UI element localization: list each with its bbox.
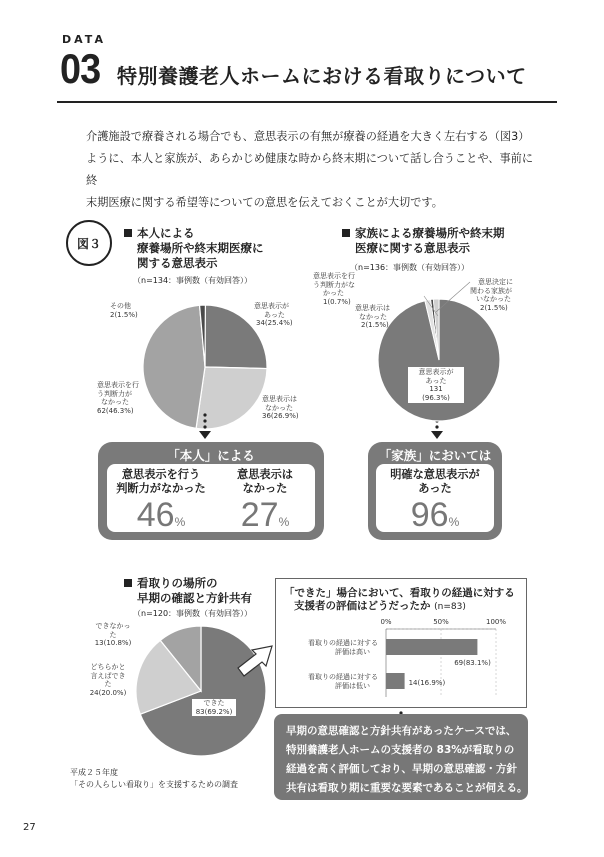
pie1-label-other xyxy=(110,302,150,319)
pie2-label-no-capacity xyxy=(313,272,373,306)
pie2-label-not-expressed xyxy=(355,304,405,330)
callout-percent xyxy=(376,496,494,541)
callout-family xyxy=(368,442,502,540)
pie-label-line: できた xyxy=(203,699,225,707)
callout-percent xyxy=(107,496,215,541)
pie3-label-somewhat xyxy=(78,663,138,697)
bar-title-line: 「できた」場合において、看取りの経過に対する xyxy=(284,587,515,599)
bar-category-label: 評価は高い xyxy=(335,648,370,656)
callout-label-line: 明確な意思表示が xyxy=(390,468,480,481)
pie-label-line: かった xyxy=(323,289,344,297)
section2-title-line: 医療に関する意思表示 xyxy=(355,241,470,255)
callout-label-line: 意思表示を行う xyxy=(121,468,201,481)
percent-value: 27 xyxy=(240,496,279,534)
section3-title-line: 早期の確認と方針共有 xyxy=(137,591,252,605)
pie-label-line: う判断力がな xyxy=(313,280,355,289)
pie-label-line: どちらかと xyxy=(90,663,126,671)
pie-label-line: 2(1.5%) xyxy=(110,310,138,319)
pie-label-line: いなかった xyxy=(476,295,511,303)
pie-label-line: 62(46.3%) xyxy=(97,406,134,415)
pie-label-line: なかった xyxy=(359,312,387,321)
down-arrow-icon xyxy=(196,412,214,440)
source-line: 「その人らしい看取り」を支援するための調査 xyxy=(70,780,238,789)
pie1-label-not-expressed xyxy=(262,395,322,421)
pie-label-line: 13(10.8%) xyxy=(94,639,132,647)
pie-label-line: 意思表示を行 xyxy=(97,381,139,389)
pie-label-line: 131 xyxy=(429,385,443,393)
pie-label-line: 2(1.5%) xyxy=(361,321,389,329)
bar-axis-tick-label: 0% xyxy=(380,618,392,626)
section-number: 03 xyxy=(60,45,101,92)
right-arrow-icon xyxy=(236,640,278,680)
pie-label-line: 83(69.2%) xyxy=(195,707,233,716)
source-note xyxy=(70,767,238,791)
section1-title-line: 本人による xyxy=(137,226,195,240)
bar-value-label: 69(83.1%) xyxy=(454,659,491,667)
intro-line: ように、本人と家族が、あらかじめ健康な時から終末期について話し合うことや、事前に終 xyxy=(86,152,534,187)
page-number: 27 xyxy=(23,822,36,833)
callout-self-heading: 「本人」による xyxy=(167,448,255,463)
pie-label-line: できなかっ xyxy=(95,622,131,630)
callout-label-line: 判断力がなかった xyxy=(116,482,206,495)
section2-title-line: 家族による療養場所や終末期 xyxy=(355,226,505,240)
bar-chart xyxy=(276,579,528,709)
pie-label-line: 意思表示を行 xyxy=(313,272,355,280)
bar-low-rating xyxy=(386,673,405,689)
callout-label-line: なかった xyxy=(242,482,288,495)
data-label: DATA xyxy=(62,33,106,46)
bar-value-label: 14(16.9%) xyxy=(408,679,446,687)
pie-label-line: 意思決定に xyxy=(478,278,513,286)
callout-family-heading: 「家族」においては xyxy=(378,448,492,463)
pie-label-line: 2(1.5%) xyxy=(480,303,508,312)
conclusion-line: 共有は看取り期に重要な要素であることが伺える。 xyxy=(286,782,528,794)
title-rule xyxy=(57,101,557,103)
callout-family-body xyxy=(376,464,494,532)
figure-badge: 図３ xyxy=(66,220,112,266)
pie-label-line: 意思表示が xyxy=(254,302,289,310)
bar-title-n: (n=83) xyxy=(434,602,466,612)
leader-lines xyxy=(420,272,480,332)
pie2-label-expressed xyxy=(408,367,464,403)
pie-label-line: 24(20.0%) xyxy=(89,688,127,697)
square-bullet-icon xyxy=(124,229,132,237)
percent-value: 46 xyxy=(136,496,175,534)
pie-label-line: なかった xyxy=(265,403,293,412)
section2-title xyxy=(342,226,505,256)
conclusion-box xyxy=(274,714,528,800)
callout-percent xyxy=(215,496,315,541)
source-line: 平成２５年度 xyxy=(70,768,118,777)
section1-title-line: 関する意思表示 xyxy=(137,256,218,270)
callout-self-col2 xyxy=(215,468,315,541)
section1-title xyxy=(124,226,264,271)
pie-label-line: 34(25.4%) xyxy=(256,319,293,327)
pie-label-line: 言えばでき xyxy=(90,671,126,680)
section2-note: （n=136：事例数（有効回答）） xyxy=(350,263,470,272)
percent-value: 96 xyxy=(410,496,449,534)
pie-label-line: 36(26.9%) xyxy=(262,412,299,420)
bar-title-line: 支援者の評価はどうだったか xyxy=(294,600,431,612)
pie-label-line: た xyxy=(104,680,112,688)
pie-label-line: 意思表示が xyxy=(418,368,454,376)
bar-axis-tick-label: 100% xyxy=(485,618,507,626)
callout-label-line: 意思表示は xyxy=(237,468,293,481)
callout-self-body xyxy=(107,464,315,532)
percent-sign: % xyxy=(174,515,186,529)
intro-line: 介護施設で療養される場合でも、意思表示の有無が療養の経過を大きく左右する（図3） xyxy=(86,130,530,143)
bar-high-rating xyxy=(386,639,477,655)
pie-label-line: (96.3%) xyxy=(422,393,450,402)
section3-title xyxy=(124,576,252,606)
pie-label-line: 意思表示は xyxy=(262,395,297,403)
conclusion-line: 特別養護老人ホームの支援者の 83%が看取りの xyxy=(286,744,515,756)
pie-label-line: あった xyxy=(264,310,285,319)
pie-label-line: う判断力が xyxy=(97,389,132,398)
pie-label-line: た xyxy=(109,630,117,639)
bar-category-label: 看取りの経過に対する xyxy=(308,639,378,647)
section3-title-line: 看取りの場所の xyxy=(137,576,218,590)
pie1-label-no-capacity xyxy=(97,381,157,415)
bar-axis-tick-label: 50% xyxy=(433,618,449,626)
pie-label-line: その他 xyxy=(110,302,131,310)
bar-category-label: 看取りの経過に対する xyxy=(308,673,378,681)
intro-line: 末期医療に関する希望等についての意思を伝えておくことが大切です。 xyxy=(86,196,443,209)
callout-self xyxy=(98,442,324,540)
percent-sign: % xyxy=(448,515,460,529)
pie-label-line: あった xyxy=(425,376,447,385)
conclusion-line: 早期の意思確認と方針共有があったケースでは、 xyxy=(286,725,517,737)
pie3-label-not-done xyxy=(83,622,143,648)
section1-note: （n=134：事例数（有効回答）） xyxy=(133,276,253,285)
pie1-label-expressed xyxy=(254,302,314,328)
percent-sign: % xyxy=(278,515,290,529)
section3-note: （n=120：事例数（有効回答）） xyxy=(133,609,253,618)
pie-label-line: 1(0.7%) xyxy=(323,297,351,306)
square-bullet-icon xyxy=(124,579,132,587)
pie3-label-done xyxy=(192,699,236,716)
bar-category-label: 評価は低い xyxy=(335,682,370,690)
bar-chart-box xyxy=(275,578,527,708)
page-title: 特別養護老人ホームにおける看取りについて xyxy=(117,64,527,88)
pie-label-line: なかった xyxy=(101,398,129,406)
section1-title-line: 療養場所や終末期医療に xyxy=(137,241,264,255)
intro-paragraph xyxy=(86,126,536,214)
pie-label-line: 関わる家族が xyxy=(470,286,512,295)
pie-label-line: 意思表示は xyxy=(355,304,390,312)
callout-self-col1 xyxy=(107,468,215,541)
callout-label-line: あった xyxy=(418,482,452,495)
square-bullet-icon xyxy=(342,229,350,237)
conclusion-line: 経過を高く評価しており、早期の意思確認・方針 xyxy=(286,763,517,775)
